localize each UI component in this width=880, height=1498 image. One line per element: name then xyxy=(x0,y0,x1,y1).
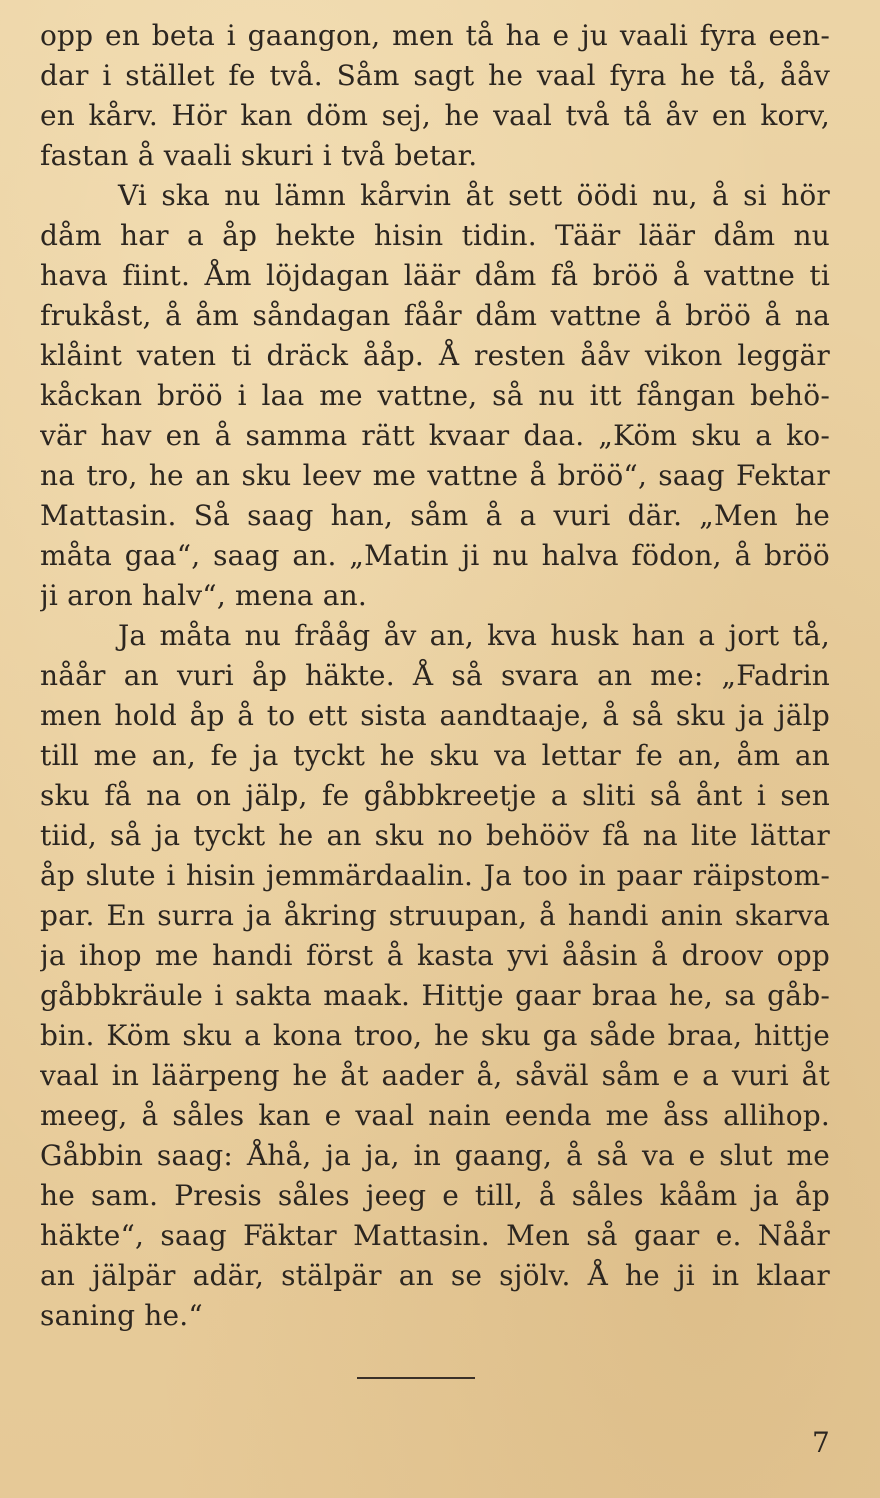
page-number: 7 xyxy=(812,1426,830,1459)
text-line: vär hav en å samma rätt kvaar daa. „Köm sku a ko- xyxy=(40,419,830,452)
text-line: an jälpär adär, stälpär an se sjölv. Å he ji in klaar xyxy=(40,1259,830,1292)
text-line: dåm har a åp hekte hisin tidin. Täär läär dåm nu xyxy=(40,219,830,252)
text-line: klåint vaten ti dräck ååp. Å resten ååv vikon leggär xyxy=(40,339,830,372)
text-line: åp slute i hisin jemmärdaalin. Ja too in paar räipstom- xyxy=(40,859,830,892)
text-line: Vi ska nu lämn kårvin åt sett öödi nu, å si hör xyxy=(118,179,830,212)
text-line: häkte“, saag Fäktar Mattasin. Men så gaar e. Nåår xyxy=(40,1219,830,1252)
text-line: till me an, fe ja tyckt he sku va lettar fe an, åm an xyxy=(40,739,830,772)
text-line: nåår an vuri åp häkte. Å så svara an me: „Fadrin xyxy=(40,659,830,692)
text-line: dar i stället fe två. Såm sagt he vaal fyra he tå, ååv xyxy=(40,59,830,92)
text-line: kåckan bröö i laa me vattne, så nu itt fångan behö- xyxy=(40,379,830,412)
text-line: opp en beta i gaangon, men tå ha e ju vaali fyra een- xyxy=(40,19,830,52)
text-line: gåbbkräule i sakta maak. Hittje gaar braa he, sa gåb- xyxy=(40,979,830,1012)
text-line: he sam. Presis såles jeeg e till, å såles kååm ja åp xyxy=(40,1179,830,1212)
paragraph-3 xyxy=(40,616,830,1336)
text-line: par. En surra ja åkring struupan, å handi anin skarva xyxy=(40,899,830,932)
text-line: tiid, så ja tyckt he an sku no behööv få na lite lättar xyxy=(40,819,830,852)
end-divider-rule xyxy=(357,1377,475,1379)
text-line: na tro, he an sku leev me vattne å bröö“, saag Fektar xyxy=(40,459,830,492)
text-line: hava fiint. Åm löjdagan läär dåm få bröö å vattne ti xyxy=(40,259,830,292)
text-line: ji aron halv“, mena an. xyxy=(40,579,367,612)
text-line: saning he.“ xyxy=(40,1299,203,1332)
text-line: måta gaa“, saag an. „Matin ji nu halva födon, å bröö xyxy=(40,539,830,572)
paragraph-2 xyxy=(40,176,830,616)
body-text xyxy=(40,16,830,1336)
text-line: Mattasin. Så saag han, såm å a vuri där. „Men he xyxy=(40,499,830,532)
text-line: frukåst, å åm såndagan fåår dåm vattne å bröö å na xyxy=(40,299,830,332)
text-line: meeg, å såles kan e vaal nain eenda me åss allihop. xyxy=(40,1099,830,1132)
paragraph-1 xyxy=(40,16,830,176)
text-line: en kårv. Hör kan döm sej, he vaal två tå åv en korv, xyxy=(40,99,830,132)
text-line: fastan å vaali skuri i två betar. xyxy=(40,139,478,172)
text-line: vaal in läärpeng he åt aader å, såväl såm e a vuri åt xyxy=(40,1059,830,1092)
text-line: men hold åp å to ett sista aandtaaje, å så sku ja jälp xyxy=(40,699,830,732)
text-line: Gåbbin saag: Åhå, ja ja, in gaang, å så va e slut me xyxy=(40,1139,830,1172)
text-line: sku få na on jälp, fe gåbbkreetje a sliti så ånt i sen xyxy=(40,779,830,812)
text-line: Ja måta nu frååg åv an, kva husk han a jort tå, xyxy=(118,619,830,652)
text-line: ja ihop me handi först å kasta yvi ååsin å droov opp xyxy=(40,939,830,972)
text-line: bin. Köm sku a kona troo, he sku ga sådе braa, hittje xyxy=(40,1019,830,1052)
